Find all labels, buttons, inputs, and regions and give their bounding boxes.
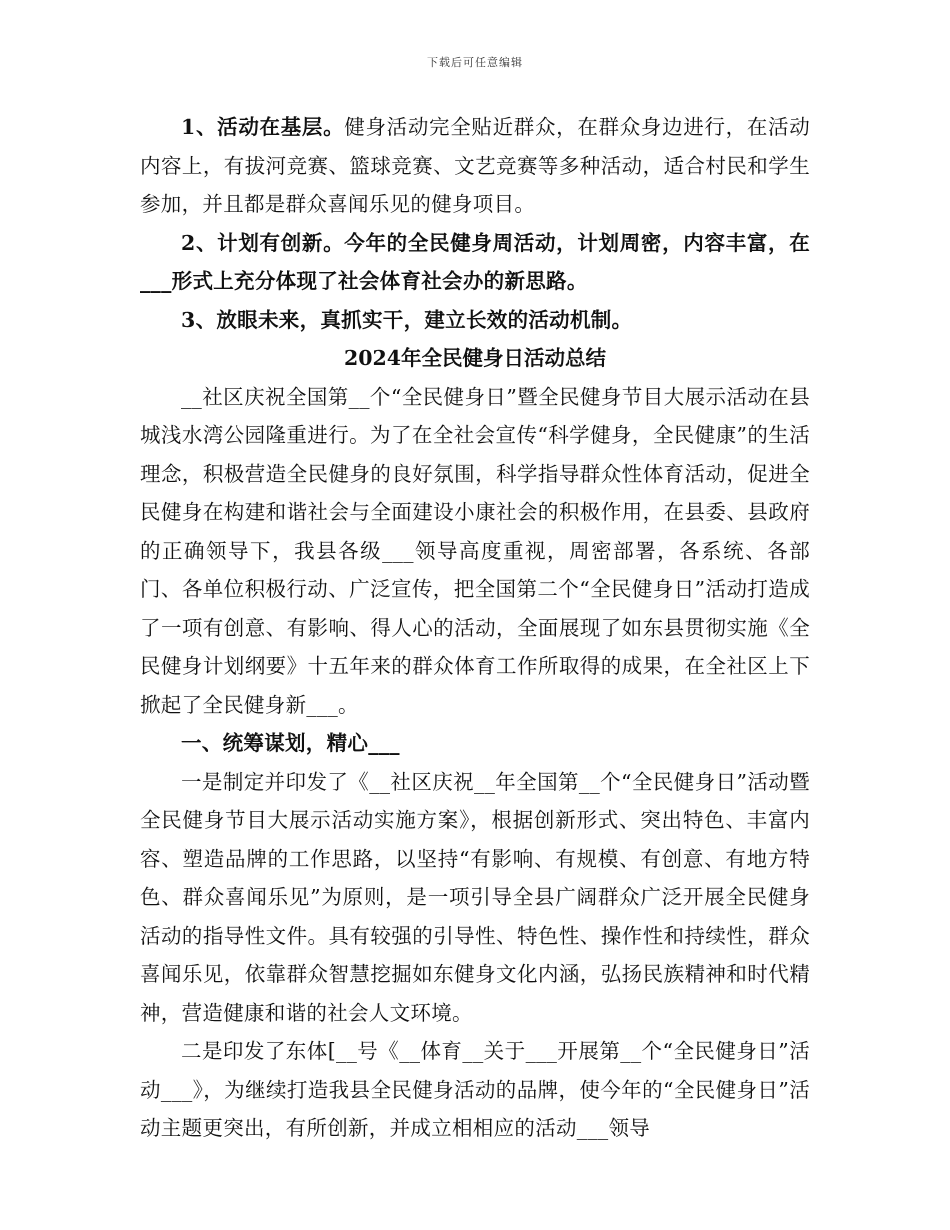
paragraph-long-term-mechanism: 3、放眼未来，真抓实干，建立长效的活动机制。: [181, 307, 633, 332]
section-title: 2024年全民健身日活动总结: [343, 346, 607, 370]
paragraph-activity-grassroots: [140, 108, 810, 224]
paragraph-second-measure: 二是印发了东体[__号《__体育__关于___开展第__个“全民健身日”活动___》，为继续打造我县全民健身活动的品牌，使今年的“全民健身日”活动主题更突出，有所创新，并成立相相应的活动___领导: [140, 1039, 810, 1140]
paragraph-first-measure: 一是制定并印发了《__社区庆祝__年全国第__个“全民健身日”活动暨全民健身节目大展示活动实施方案》，根据创新形式、突出特色、丰富内容、塑造品牌的工作思路，以坚持“有影响、有规模、有创意、有地方特色、群众喜闻乐见”为原则，是一项引导全县广阔群众广泛开展全民健身活动的指导性文件。具有较强的引导性、特色性、操作性和持续性，群众喜闻乐见，依靠群众智慧挖掘如东健身文化内涵，弘扬民族精神和时代精神，营造健康和谐的社会人文环境。: [140, 769, 810, 1025]
paragraph-intro: __社区庆祝全国第__个“全民健身日”暨全民健身节目大展示活动在县城浅水湾公园隆重进行。为了在全社会宣传“科学健身，全民健康”的生活理念，积极营造全民健身的良好氛围，科学指导群众性体育活动，促进全民健身在构建和谐社会与全面建设小康社会的积极作用，在县委、县政府的正确领导下，我县各级___领导高度重视，周密部署，各系统、各部门、各单位积极行动、广泛宣传，把全国第二个“全民健身日”活动打造成了一项有创意、有影响、得人心的活动，全面展现了如东县贯彻实施《全民健身计划纲要》十五年来的群众体育工作所取得的成果，在全社区上下掀起了全民健身新___。: [140, 384, 810, 717]
paragraph-text: 健身活动完全贴近群众，在群众身边进行，在活动内容上，有拔河竞赛、篮球竞赛、文艺竞赛等多种活动，适合村民和学生参加，并且都是群众喜闻乐见的健身项目。: [140, 115, 810, 216]
page-header: 下载后可任意编辑: [427, 56, 523, 69]
document-content: [140, 108, 810, 1148]
paragraph-plan-innovation: 2、计划有创新。今年的全民健身周活动，计划周密，内容丰富，在___形式上充分体现了社会体育社会办的新思路。: [140, 230, 810, 293]
paragraph-lead: 1、活动在基层。: [181, 115, 345, 139]
subheading: 一、统筹谋划，精心___: [181, 731, 400, 755]
